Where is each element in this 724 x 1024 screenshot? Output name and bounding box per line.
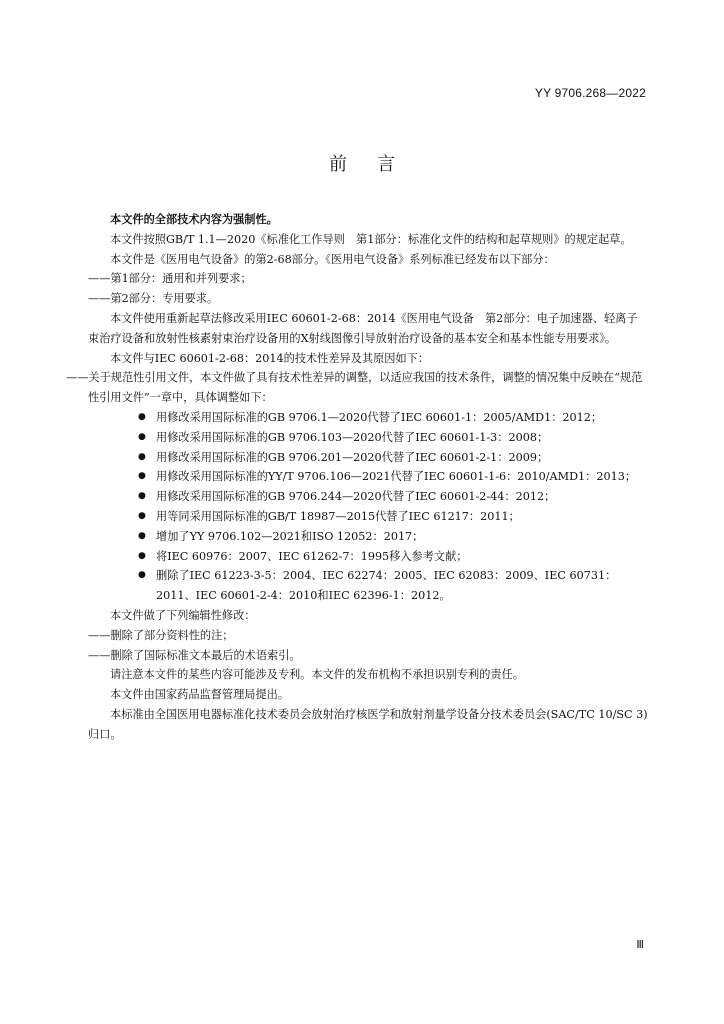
- list-item: ● 删除了IEC 61223-3-5：2004、IEC 62274：2005、IEC 62083：2009、IEC 60731：2011、IEC 60601-2-4：2010和IEC 62396-1：2012。: [88, 566, 648, 606]
- list-item: ● 增加了YY 9706.102—2021和ISO 12052：2017；: [88, 527, 648, 547]
- bullet-icon: ●: [138, 570, 146, 581]
- bullet-icon: ●: [138, 530, 146, 541]
- bullet-icon: ●: [138, 471, 146, 482]
- differences-paragraph: 本文件与IEC 60601-2-68：2014的技术性差异及其原因如下：: [110, 351, 430, 365]
- bullet-icon: ●: [138, 411, 146, 422]
- proposer-paragraph: 本文件由国家药品监督管理局提出。: [110, 688, 290, 702]
- list-item: ● 用修改采用国际标准的GB 9706.103—2020代替了IEC 60601-1-3：2008；: [88, 428, 648, 448]
- series-paragraph: 本文件是《医用电气设备》的第2-68部分。《医用电气设备》系列标准已经发布以下部分：: [110, 252, 555, 266]
- bullet-icon: ●: [138, 451, 146, 462]
- list-item: ● 用修改采用国际标准的GB 9706.201—2020代替了IEC 60601-2-1：2009；: [88, 448, 648, 468]
- series-part-2: ——第2部分：专用要求。: [88, 292, 219, 306]
- editorial-change-1: ——删除了部分资料性的注；: [88, 628, 234, 642]
- adjustment-list: [88, 408, 648, 606]
- page-number: Ⅲ: [636, 939, 644, 951]
- normative-references-dash: ——关于规范性引用文件，本文件做了具有技术性差异的调整，以适应我国的技术条件，调整的情况集中反映在“规范性引用文件”一章中，具体调整如下：: [66, 371, 643, 405]
- bullet-icon: ●: [138, 510, 146, 521]
- bullet-icon: ●: [138, 431, 146, 442]
- adoption-paragraph: 本文件使用重新起草法修改采用IEC 60601-2-68：2014《医用电气设备 第2部分：电子加速器、轻离子束治疗设备和放射性核素射束治疗设备用的X射线图像引导放射治疗设备的基本安全和基本性能专用要求》。: [88, 311, 638, 345]
- bullet-icon: ●: [138, 491, 146, 502]
- mandatory-statement: 本文件的全部技术内容为强制性。: [110, 213, 278, 226]
- bullet-icon: ●: [138, 550, 146, 561]
- standard-number: YY 9706.268—2022: [534, 86, 646, 100]
- foreword-body: [66, 210, 648, 745]
- editorial-change-2: ——删除了国际标准文本最后的术语索引。: [88, 648, 301, 662]
- list-item: ● 用修改采用国际标准的YY/T 9706.106—2021代替了IEC 60601-1-6：2010/AMD1：2013；: [88, 467, 648, 487]
- list-item: ● 用修改采用国际标准的GB 9706.1—2020代替了IEC 60601-1：2005/AMD1：2012；: [88, 408, 648, 428]
- list-item: ● 将IEC 60976：2007、IEC 61262-7：1995移入参考文献；: [88, 547, 648, 567]
- list-item: ● 用修改采用国际标准的GB 9706.244—2020代替了IEC 60601-2-44：2012；: [88, 487, 648, 507]
- committee-paragraph: 本标准由全国医用电器标准化技术委员会放射治疗核医学和放射剂量学设备分技术委员会(SAC/TC 10/SC 3)归口。: [88, 707, 648, 741]
- series-part-1: ——第1部分：通用和并列要求；: [88, 272, 252, 286]
- list-item: ● 用等同采用国际标准的GB/T 18987—2015代替了IEC 61217：2011；: [88, 507, 648, 527]
- page-title: 前言: [329, 154, 425, 175]
- drafting-rule-paragraph: 本文件按照GB/T 1.1—2020《标准化工作导则 第1部分：标准化文件的结构和起草规则》的规定起草。: [110, 232, 632, 246]
- patent-notice: 请注意本文件的某些内容可能涉及专利。本文件的发布机构不承担识别专利的责任。: [110, 668, 524, 682]
- editorial-paragraph: 本文件做了下列编辑性修改：: [110, 608, 256, 622]
